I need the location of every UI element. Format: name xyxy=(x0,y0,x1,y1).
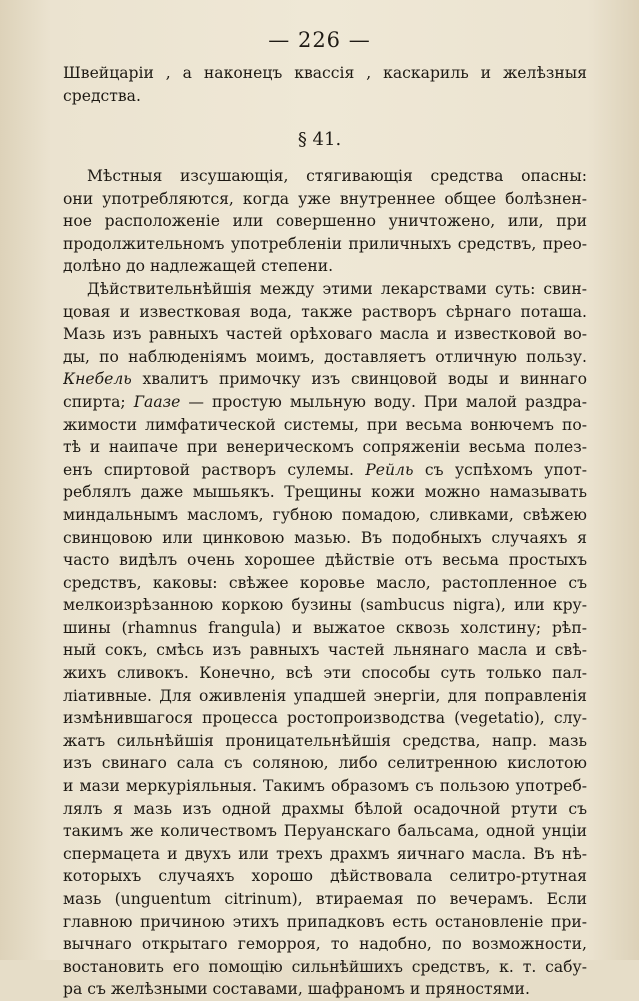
text-line: часто видѣлъ очень хорошее дѣйствіе отъ весьма простыхъ xyxy=(63,551,587,570)
intro-text xyxy=(63,62,587,107)
text-line: шины (rhamnus frangula) и выжатое сквозь холстину; рѣп- xyxy=(63,618,587,637)
text-line: которыхъ случаяхъ хорошо дѣйствовала селитро-ртутная xyxy=(63,867,587,886)
text-line: ный сокъ, смѣсь изъ равныхъ частей льнянаго масла и свѣ- xyxy=(63,641,587,660)
text-line: жимости лимфатической системы, при весьма вонючемъ по- xyxy=(63,415,587,434)
text-line: такимъ же количествомъ Перуанскаго бальсама, одной унціи xyxy=(63,822,587,841)
text-line: измѣнившагося процесса ростопроизводства (vegetatio), слу- xyxy=(63,709,587,728)
text-line: ліативные. Для оживленія упадшей энергіи, для поправленія xyxy=(63,686,587,705)
text-line: спирта; Гаазе — простую мыльную воду. При малой раздра- xyxy=(63,392,587,411)
text-line: цовая и известковая вода, также растворъ сѣрнаго поташа. xyxy=(63,302,587,321)
text-line: востановить его помощію сильнѣйшихъ средствъ, к. т. сабу- xyxy=(63,957,587,976)
text-line: средствъ, каковы: свѣжее коровье масло, растопленное съ xyxy=(63,573,587,592)
text-line: главною причиною этихъ припадковъ есть остановленіе при- xyxy=(63,912,587,931)
text-line: Дѣйствительнѣйшія между этими лекарствами суть: свин- xyxy=(87,279,587,298)
text-line: реблялъ даже мышьякъ. Трещины кожи можно намазывать xyxy=(63,483,587,502)
text-line: изъ свинаго сала съ соляною, либо селитренною кислотою xyxy=(63,754,587,773)
text-line: Мазь изъ равныхъ частей орѣховаго масла и известковой во- xyxy=(63,325,587,344)
text-line: Кнебель хвалитъ примочку изъ свинцовой воды и виннаго xyxy=(63,370,587,389)
text-line: долѣно до надлежащей степени. xyxy=(63,257,334,276)
text-line: миндальнымъ масломъ, губною помадою, сливками, свѣжею xyxy=(63,505,587,524)
text-line: ное расположеніе или совершенно уничтожено, или, при xyxy=(63,212,587,231)
text-line: мелкоизрѣзанною коркою бузины (sambucus nigra), или кру- xyxy=(63,596,587,615)
text-line: вычнаго открытаго геморроя, то надобно, по возможности, xyxy=(63,935,587,954)
section-heading: § 41. xyxy=(297,129,342,150)
paragraph-1 xyxy=(63,165,587,278)
text-line: ра съ желѣзными составами, шафраномъ и пряностями. xyxy=(63,980,530,999)
text-line: они употребляются, когда уже внутреннее общее болѣзнен- xyxy=(63,189,587,208)
paragraph-2 xyxy=(63,278,587,1001)
text-line: жатъ сильнѣйшія проницательнѣйшія средства, напр. мазь xyxy=(63,731,587,750)
text-line: средства. xyxy=(63,86,141,105)
text-line: енъ спиртовой растворъ сулемы. Рейль съ успѣхомъ упот- xyxy=(63,460,587,479)
text-line: мазь (unguentum citrinum), втираемая по вечерамъ. Если xyxy=(63,890,587,908)
text-line: спермацета и двухъ или трехъ драхмъ яичнаго масла. Въ нѣ- xyxy=(63,844,587,863)
text-line: Мѣстныя изсушающія, стягивающія средства опасны: xyxy=(87,167,587,185)
text-line: лялъ я мазь изъ одной драхмы бѣлой осадочной ртути съ xyxy=(63,799,587,818)
page-number: — 226 — xyxy=(268,28,371,52)
text-line: свинцовою или цинковою мазью. Въ подобныхъ случаяхъ я xyxy=(63,528,587,547)
body-text xyxy=(63,165,587,1001)
text-line: Швейцаріи , а наконецъ квассія , каскариль и желѣзныя xyxy=(63,64,587,82)
text-line: продолжительномъ употребленіи приличныхъ средствъ, прео- xyxy=(63,234,587,253)
text-line: ды, по наблюденіямъ моимъ, доставляетъ отличную пользу. xyxy=(63,347,587,366)
text-line: и мази меркуріяльныя. Такимъ образомъ съ пользою употреб- xyxy=(63,777,587,796)
text-line: тѣ и наипаче при венерическомъ сопряженіи весьма полез- xyxy=(63,438,587,457)
text-line: жихъ сливокъ. Конечно, всѣ эти способы суть только пал- xyxy=(63,664,587,683)
